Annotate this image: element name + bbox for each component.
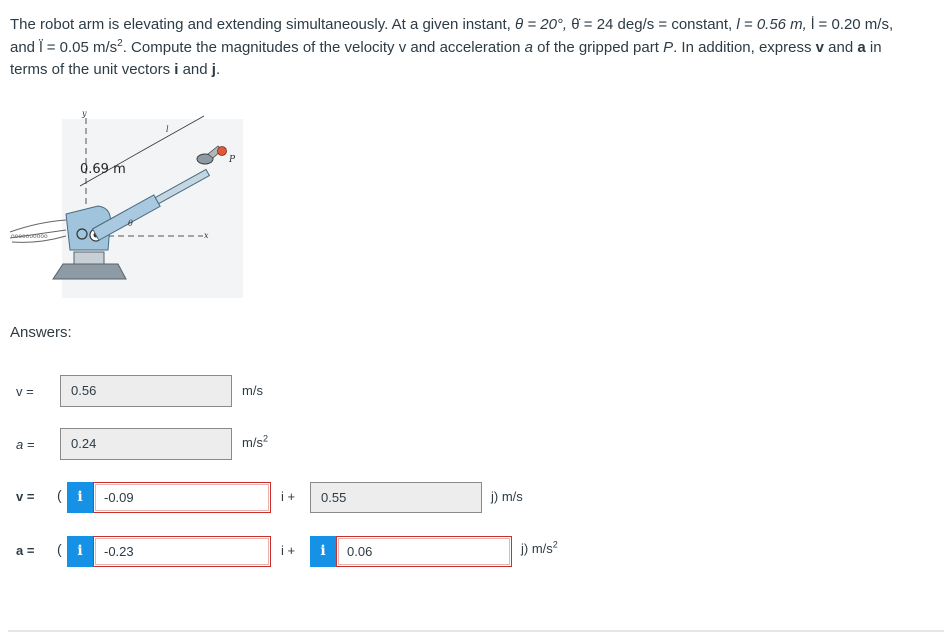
base-column [74,252,104,264]
dimension-label: 0.69 m [80,162,126,177]
v-vector-open-paren: ( [57,487,62,503]
a-magnitude-unit: $m/s^2$ [242,433,268,450]
v-i-info-button[interactable]: i [67,482,93,513]
spring-coil [10,220,66,242]
answers-label: Answers: [10,324,72,341]
a-vector-label: a = [16,543,35,558]
base-pedestal [53,264,126,279]
l-label: l [166,125,169,134]
v-vector-label: v = [16,489,35,504]
theta-label: θ [128,219,133,228]
a-vector-unit: j) $m/s^2$ [521,539,558,556]
a-i-component-field[interactable]: -0.23 [93,536,271,567]
x-axis-label: x [204,231,209,240]
a-j-component-field[interactable]: 0.06 [336,536,512,567]
a-magnitude-label: a = [16,437,35,452]
v-i-component-field[interactable]: -0.09 [93,482,271,513]
v-magnitude-unit: m/s [242,383,263,398]
a-vector-i-plus: i + [281,543,296,558]
v-j-component-field[interactable]: 0.55 [310,482,482,513]
question-text [10,14,930,82]
question-line-1: The robot arm is elevating and extending simultaneously. At a given instant, θ = 20°, θ̇ = 24 deg/s = constant, l = 0.56 m, l̇ = 0.20 m/s, [10,16,894,33]
a-i-info-button[interactable]: i [67,536,93,567]
a-j-info-button[interactable]: i [310,536,336,567]
p-label: P [229,155,236,165]
a-vector-open-paren: ( [57,541,62,557]
v-vector-i-plus: i + [281,489,296,504]
part-p [218,147,227,156]
question-line-2: and l̈ = 0.05 $m/s^2$. Compute the magnitudes of the velocity v and acceleration a of the gripped part P. In addition, express v and a in [10,37,882,56]
robot-arm-figure [8,104,243,298]
bottom-divider [8,630,944,632]
v-vector-unit: j) m/s [491,489,523,504]
y-axis-label: y [82,109,87,118]
a-magnitude-field[interactable]: 0.24 [60,428,232,460]
v-magnitude-field[interactable]: 0.56 [60,375,232,407]
v-magnitude-label: v = [16,384,34,399]
question-line-3: terms of the unit vectors i and j. [10,61,221,78]
svg-text:oooooooooo: oooooooooo [11,233,48,240]
